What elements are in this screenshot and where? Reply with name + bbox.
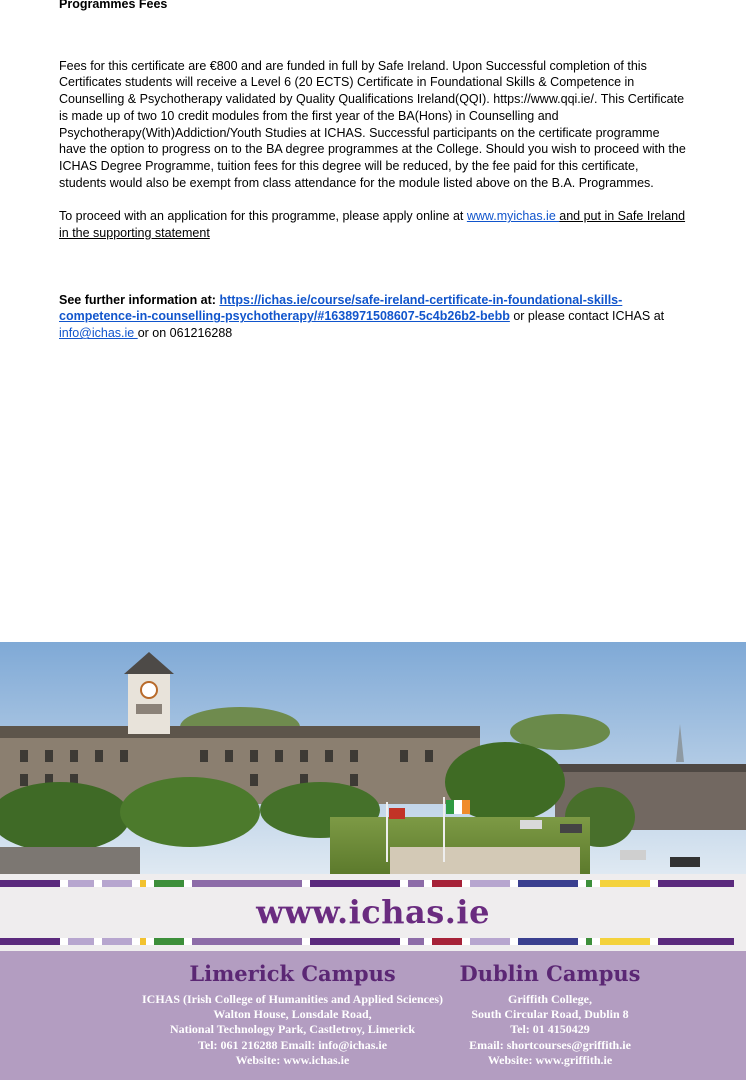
programmes-fees-heading: Programmes Fees: [59, 0, 168, 11]
campus-info-panel: [0, 951, 746, 1080]
apply-prefix: To proceed with an application for this programme, please apply online at: [59, 209, 467, 224]
dublin-campus: [440, 961, 660, 1068]
info-paragraph: [59, 292, 689, 342]
limerick-line-2: Walton House, Lonsdale Road,: [213, 1007, 372, 1022]
campus-photo-illustration: [0, 642, 746, 874]
apply-paragraph: [59, 208, 689, 241]
dublin-campus-title: Dublin Campus: [459, 961, 641, 986]
website-band: [0, 874, 746, 951]
limerick-line-3: National Technology Park, Castletroy, Limerick: [169, 1022, 416, 1037]
email-link[interactable]: info@ichas.ie: [59, 326, 138, 341]
limerick-line-4: Tel: 061 216288 Email: info@ichas.ie: [197, 1037, 388, 1052]
dublin-line-4: Email: shortcourses@griffith.ie: [469, 1037, 631, 1052]
course-url-link[interactable]: https://ichas.ie/course/safe-ireland-certificate-in-foundational-skills-competence-in-counselling-psychotherapy/#1638971508607-5c4b26b2-bebb: [59, 292, 623, 324]
fees-paragraph: Fees for this certificate are €800 and are funded in full by Safe Ireland. Upon Successful completion of this Certificates students will receive a Level 6 (20 ECTS) Certificate in Foundational Skills & Competence in Counselling & Psychotherapy validated by Quality Qualifications Ireland(QQI). https://www.qqi.ie/. This Certificate is made up of two 10 credit modules from the first year of the BA(Hons) in Counselling and Psychotherapy(With)Addiction/Youth Studies at ICHAS. Successful participants on the certificate programme have the option to progress on to the BA degree programmes at the College. Should you wish to proceed with the ICHAS Degree Programme, tuition fees for this degree will be reduced, by the fee paid for this certificate, students would also be exempt from class attendance for the module listed above on the B.A. Programmes.: [59, 58, 686, 190]
apply-suffix: and put in Safe Ireland in the supporting statement: [59, 209, 686, 241]
limerick-line-5: Website: www.ichas.ie: [235, 1052, 350, 1067]
ichas-footer-banner: [0, 642, 746, 1080]
dublin-line-1: Griffith College,: [508, 992, 592, 1006]
dublin-line-3: Tel: 01 4150429: [510, 1022, 590, 1037]
dublin-line-2: South Circular Road, Dublin 8: [471, 1007, 629, 1022]
campus-photo: [0, 642, 746, 874]
dublin-line-5: Website: www.griffith.ie: [487, 1052, 613, 1067]
info-mid: or please contact ICHAS at: [509, 309, 665, 324]
info-phone: or on 061216288: [137, 326, 233, 341]
limerick-campus-title: Limerick Campus: [189, 961, 396, 986]
info-label: See further information at:: [59, 292, 220, 307]
myichas-link[interactable]: www.myichas.ie: [466, 209, 560, 224]
limerick-line-1: ICHAS (Irish College of Humanities and Applied Sciences): [141, 992, 444, 1006]
decorative-stripe-top: [0, 880, 746, 887]
website-banner-text: www.ichas.ie: [256, 893, 490, 931]
decorative-stripe-bottom: [0, 938, 746, 945]
document-body: [59, 0, 689, 342]
